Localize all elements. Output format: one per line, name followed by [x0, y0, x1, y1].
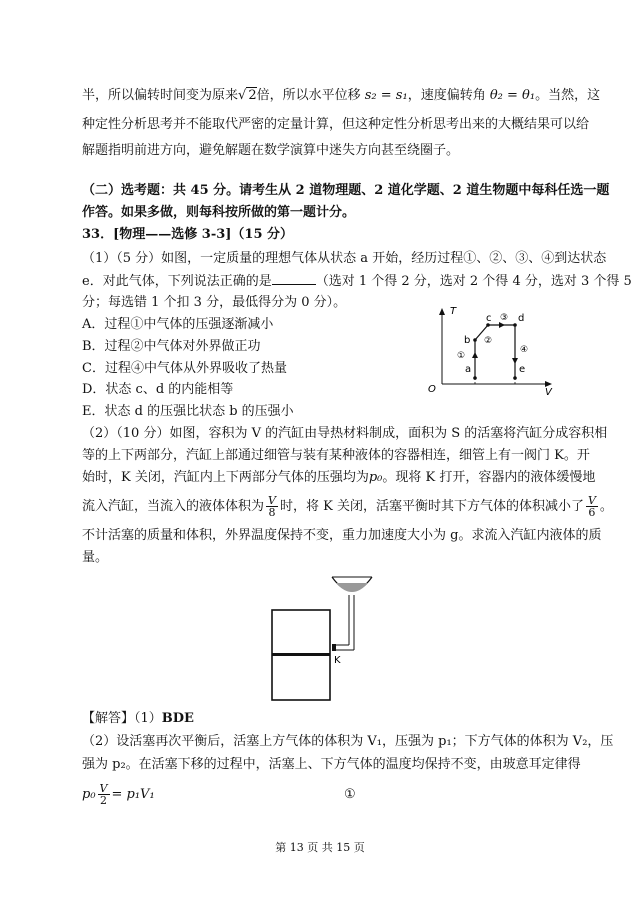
- q2-line-6: 量。: [82, 550, 109, 565]
- section-heading-line-2: 作答。如果多做，则每科按所做的第一题计分。: [82, 205, 356, 220]
- point-c-label: c: [486, 313, 492, 324]
- q2-line-4: 流入汽缸，当流入的液体体积为 $\frac{V}{8}$ 时，将 K 关闭，活塞平衡时其下方气体的体积减小了 $\frac{V}{6}$ 。: [82, 494, 613, 519]
- origin-label: O: [428, 384, 436, 395]
- section-heading-line-1: （二）选考题：共 45 分。请考生从 2 道物理题、2 道化学题、2 道生物题中每科任选一题: [82, 183, 610, 198]
- q1-line-1: （1）（5 分）如图，一定质量的理想气体从状态 a 开始，经历过程①、②、③、④到达状态: [82, 251, 607, 266]
- para-line-1: 半，所以偏转时间变为原来√ 2倍，所以水平位移 s₂ = s₁，速度偏转角 θ₂ = θ₁。当然，这: [82, 88, 601, 103]
- question-title: 33．[物理——选修 3-3]（15 分）: [82, 227, 294, 242]
- q2-line-5: 不计活塞的质量和体积，外界温度保持不变，重力加速度大小为 g。求流入汽缸内液体的质: [82, 528, 602, 543]
- cylinder-apparatus-diagram: [262, 565, 392, 705]
- option-c: C．过程④中气体从外界吸收了热量: [82, 361, 287, 376]
- para-line-3: 解题指明前进方向，避免解题在数学演算中迷失方向甚至绕圈子。: [82, 143, 460, 158]
- point-a-label: a: [465, 364, 472, 375]
- process-1-label: ①: [457, 351, 466, 361]
- option-d: D．状态 c、d 的内能相等: [82, 382, 234, 397]
- process-2-label: ②: [484, 336, 493, 346]
- point-b-label: b: [464, 335, 471, 346]
- answer-equation: p₀ $\frac{V}{2}$ = p₁V₁ ①: [82, 780, 558, 810]
- process-3-label: ③: [500, 313, 509, 323]
- axis-v-label: V: [545, 387, 552, 395]
- q2-line-3: 始时，K 关闭，汽缸内上下两部分气体的压强均为p₀。现将 K 打开，容器内的液体缓慢地: [82, 470, 596, 485]
- option-a: A．过程①中气体的压强逐渐减小: [82, 317, 274, 332]
- process-4-label: ④: [520, 345, 529, 355]
- q2-line-1: （2）（10 分）如图，容积为 V 的汽缸由导热材料制成，面积为 S 的活塞将汽缸分成容积相: [82, 426, 608, 441]
- q1-line-2: e．对此气体，下列说法正确的是 （选对 1 个得 2 分，选对 2 个得 4 分，选对 3 个得 5: [82, 274, 632, 289]
- q1-line-3: 分；每选错 1 个扣 3 分，最低得分为 0 分）。: [82, 295, 347, 310]
- axis-t-label: T: [450, 306, 457, 317]
- tv-graph: [420, 300, 560, 395]
- option-e: E．状态 d 的压强比状态 b 的压强小: [82, 404, 294, 419]
- point-d-label: d: [518, 313, 525, 324]
- fraction-v-over-2: $\frac{V}{2}$: [99, 782, 108, 807]
- fraction-v-over-6: $\frac{V}{6}$: [587, 494, 596, 519]
- answer-blank: [272, 272, 316, 285]
- valve-k-label: K: [334, 655, 341, 666]
- q2-line-2: 等的上下两部分，汽缸上部通过细管与装有某种液体的容器相连，细管上有一阀门 K。开: [82, 448, 590, 463]
- point-e-label: e: [519, 364, 526, 375]
- equation-tag: ①: [344, 787, 356, 802]
- answer-heading: 【解答】（1）BDE: [82, 711, 194, 726]
- para-line-2: 种定性分析思考并不能取代严密的定量计算，但这种定性分析思考出来的大概结果可以给: [82, 117, 590, 132]
- fraction-v-over-8: $\frac{V}{8}$: [268, 494, 276, 519]
- page-footer: 第 13 页 共 15 页: [275, 841, 365, 854]
- option-b: B．过程②中气体对外界做正功: [82, 339, 261, 354]
- answer-line-2: 强为 p₂。在活塞下移的过程中，活塞上、下方气体的温度均保持不变，由玻意耳定律得: [82, 757, 581, 772]
- answer-line-1: （2）设活塞再次平衡后，活塞上方气体的体积为 V₁，压强为 p₁；下方气体的体积为 V₂，压: [82, 734, 614, 749]
